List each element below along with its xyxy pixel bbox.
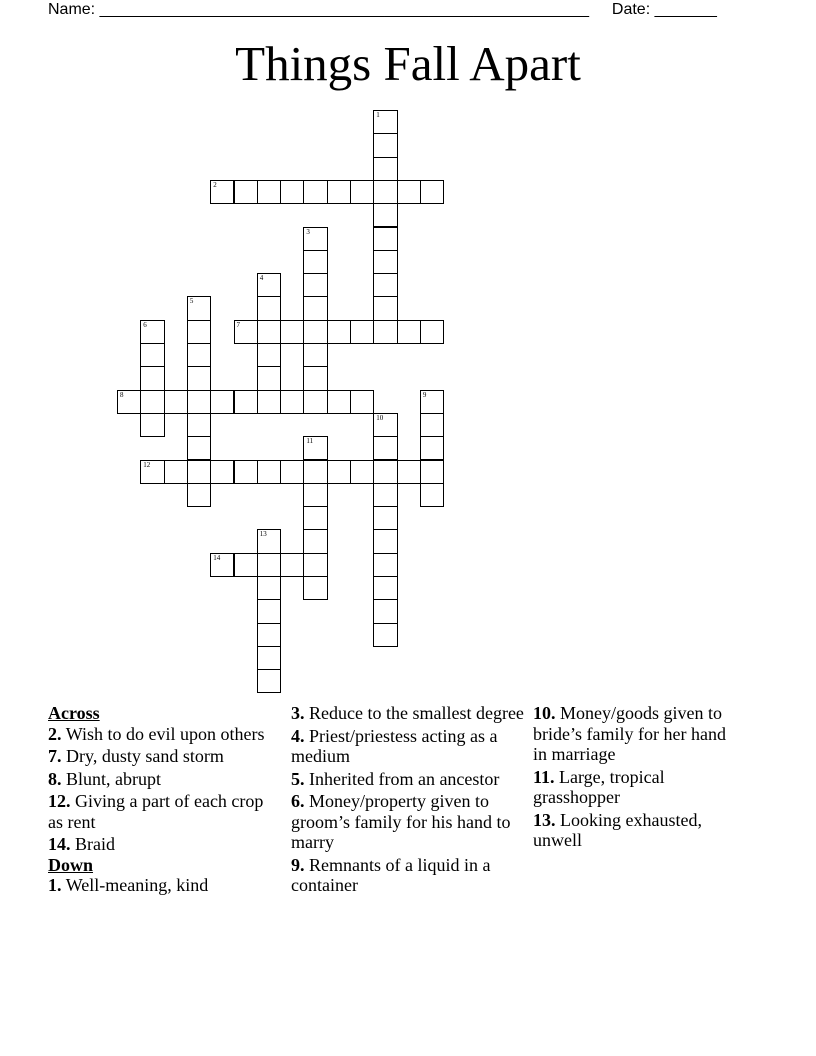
- cell-number: 7: [236, 320, 240, 329]
- crossword-cell[interactable]: [373, 157, 397, 181]
- crossword-cell[interactable]: [257, 599, 281, 623]
- crossword-cell[interactable]: [257, 366, 281, 390]
- name-label: Name:: [48, 1, 96, 18]
- crossword-cell[interactable]: [303, 366, 327, 390]
- crossword-cell[interactable]: [303, 529, 327, 553]
- clue-number: 5.: [291, 768, 305, 789]
- crossword-cell[interactable]: [303, 180, 327, 204]
- clue-text: Looking exhausted, unwell: [533, 809, 702, 850]
- crossword-cell[interactable]: [187, 343, 211, 367]
- crossword-cell[interactable]: [303, 296, 327, 320]
- clue-number: 4.: [291, 725, 305, 746]
- cell-number: 13: [259, 530, 267, 539]
- crossword-cell[interactable]: [420, 413, 444, 437]
- crossword-cell[interactable]: [187, 366, 211, 390]
- crossword-cell[interactable]: [327, 180, 351, 204]
- crossword-cell[interactable]: [373, 483, 397, 507]
- cell-number: 12: [143, 460, 151, 469]
- crossword-cell[interactable]: [257, 296, 281, 320]
- clue-text: Money/goods given to bride’s family for her hand in marriage: [533, 703, 726, 764]
- crossword-cell[interactable]: [350, 460, 374, 484]
- crossword-cell[interactable]: [373, 110, 397, 134]
- clue-down-9: [291, 855, 527, 896]
- crossword-cell[interactable]: [373, 320, 397, 344]
- clue-number: 8.: [48, 768, 62, 789]
- crossword-cell[interactable]: [257, 576, 281, 600]
- crossword-cell[interactable]: [210, 180, 234, 204]
- crossword-cell[interactable]: [234, 553, 258, 577]
- clue-down-1: [48, 875, 280, 896]
- crossword-cell[interactable]: [187, 320, 211, 344]
- date-label: Date:: [611, 1, 651, 18]
- clue-text: Inherited from an ancestor: [309, 768, 500, 789]
- crossword-cell[interactable]: [373, 529, 397, 553]
- clue-number: 9.: [291, 854, 305, 875]
- crossword-cell[interactable]: [303, 436, 327, 460]
- clue-number: 1.: [48, 875, 62, 895]
- crossword-cell[interactable]: [350, 390, 374, 414]
- clue-number: 2.: [48, 723, 62, 744]
- crossword-cell[interactable]: [373, 227, 397, 251]
- clue-down-6: [291, 791, 527, 853]
- crossword-cell[interactable]: [140, 390, 164, 414]
- crossword-cell[interactable]: [373, 273, 397, 297]
- crossword-cell[interactable]: [210, 553, 234, 577]
- crossword-cell[interactable]: [327, 460, 351, 484]
- crossword-cell[interactable]: [303, 343, 327, 367]
- crossword-cell[interactable]: [373, 576, 397, 600]
- clue-number: 6.: [291, 791, 305, 811]
- clue-down-11: [533, 767, 743, 808]
- crossword-cell[interactable]: [373, 436, 397, 460]
- clue-down-5: [291, 769, 527, 790]
- crossword-cell[interactable]: [373, 599, 397, 623]
- clue-text: Money/property given to groom’s family for his hand to marry: [291, 791, 511, 852]
- cell-number: 6: [143, 320, 147, 329]
- crossword-cell[interactable]: [140, 413, 164, 437]
- across-heading: Across: [48, 703, 100, 723]
- crossword-cell[interactable]: [140, 343, 164, 367]
- crossword-cell[interactable]: [280, 460, 304, 484]
- crossword-cell[interactable]: [164, 460, 188, 484]
- clue-text: Well-meaning, kind: [65, 875, 209, 895]
- crossword-cell[interactable]: [234, 460, 258, 484]
- clue-number: 7.: [48, 746, 62, 766]
- clue-across-12: [48, 791, 280, 832]
- crossword-cell[interactable]: [187, 483, 211, 507]
- clue-column-1: [48, 703, 280, 898]
- cell-number: 8: [120, 390, 124, 399]
- crossword-cell[interactable]: [140, 366, 164, 390]
- crossword-cell[interactable]: [187, 460, 211, 484]
- clue-across-7: [48, 746, 280, 767]
- crossword-cell[interactable]: [373, 460, 397, 484]
- crossword-cell[interactable]: [420, 180, 444, 204]
- crossword-cell[interactable]: [117, 390, 141, 414]
- cell-number: 3: [306, 227, 310, 236]
- crossword-cell[interactable]: [420, 460, 444, 484]
- clue-text: Blunt, abrupt: [66, 768, 161, 789]
- crossword-cell[interactable]: [164, 390, 188, 414]
- cell-number: 9: [422, 390, 427, 399]
- crossword-cell[interactable]: [257, 390, 281, 414]
- cell-number: 2: [213, 180, 217, 189]
- crossword-cell[interactable]: [373, 506, 397, 530]
- crossword-cell[interactable]: [373, 623, 397, 647]
- crossword-cell[interactable]: [280, 390, 304, 414]
- crossword-cell[interactable]: [397, 320, 421, 344]
- crossword-cell[interactable]: [397, 460, 421, 484]
- crossword-cell[interactable]: [257, 180, 281, 204]
- clue-down-10: [533, 703, 743, 765]
- crossword-cell[interactable]: [303, 460, 327, 484]
- crossword-cell[interactable]: [257, 529, 281, 553]
- clue-text: Priest/priestess acting as a medium: [291, 725, 498, 766]
- clue-across-2: [48, 724, 280, 745]
- clue-text: Dry, dusty sand storm: [66, 746, 224, 766]
- clue-text: Wish to do evil upon others: [65, 723, 265, 744]
- crossword-cell[interactable]: [373, 133, 397, 157]
- crossword-cell[interactable]: [257, 273, 281, 297]
- crossword-cell[interactable]: [303, 576, 327, 600]
- clue-column-2: [291, 703, 527, 898]
- clue-number: 3.: [291, 703, 305, 723]
- crossword-cell[interactable]: [350, 320, 374, 344]
- crossword-cell[interactable]: [257, 343, 281, 367]
- crossword-cell[interactable]: [257, 320, 281, 344]
- crossword-cell[interactable]: [327, 390, 351, 414]
- crossword-cell[interactable]: [257, 553, 281, 577]
- crossword-cell[interactable]: [280, 180, 304, 204]
- crossword-cell[interactable]: [420, 320, 444, 344]
- crossword-cell[interactable]: [234, 390, 258, 414]
- cell-number: 5: [189, 297, 194, 306]
- crossword-cell[interactable]: [140, 320, 164, 344]
- cell-number: 1: [376, 111, 380, 119]
- date-blank[interactable]: _______: [654, 1, 717, 18]
- cell-number: 11: [306, 437, 314, 446]
- clue-number: 14.: [48, 834, 71, 854]
- crossword-cell[interactable]: [373, 180, 397, 204]
- clue-text: Reduce to the smallest degree: [309, 703, 524, 723]
- crossword-cell[interactable]: [420, 436, 444, 460]
- crossword-cell[interactable]: [303, 273, 327, 297]
- crossword-cell[interactable]: [187, 390, 211, 414]
- clue-down-13: [533, 810, 743, 851]
- crossword-cell[interactable]: [187, 296, 211, 320]
- crossword-cell[interactable]: [303, 227, 327, 251]
- crossword-cell[interactable]: [257, 623, 281, 647]
- crossword-cell[interactable]: [373, 203, 397, 227]
- down-heading: Down: [48, 854, 94, 875]
- crossword-cell[interactable]: [140, 460, 164, 484]
- crossword-cell[interactable]: [303, 506, 327, 530]
- clue-down-4: [291, 726, 527, 767]
- header-line: [48, 0, 717, 20]
- clue-number: 11.: [533, 766, 555, 787]
- page-title: Things Fall Apart: [235, 36, 581, 91]
- crossword-cell[interactable]: [397, 180, 421, 204]
- cell-number: 14: [213, 553, 221, 562]
- clue-number: 13.: [533, 809, 556, 830]
- crossword-cell[interactable]: [234, 320, 258, 344]
- crossword-cell[interactable]: [303, 483, 327, 507]
- clue-number: 10.: [533, 703, 556, 723]
- clue-text: Remnants of a liquid in a container: [291, 854, 491, 895]
- crossword-cell[interactable]: [373, 553, 397, 577]
- crossword-cell[interactable]: [257, 669, 281, 693]
- clue-across-14: [48, 834, 280, 855]
- crossword-cell[interactable]: [373, 296, 397, 320]
- crossword-cell[interactable]: [257, 646, 281, 670]
- crossword-cell[interactable]: [187, 413, 211, 437]
- crossword-cell[interactable]: [280, 320, 304, 344]
- clue-across-8: [48, 769, 280, 790]
- crossword-cell[interactable]: [303, 250, 327, 274]
- cell-number: 4: [259, 274, 264, 283]
- clue-column-3: [533, 703, 743, 853]
- crossword-cell[interactable]: [257, 460, 281, 484]
- crossword-cell[interactable]: [187, 436, 211, 460]
- crossword-cell[interactable]: [280, 553, 304, 577]
- name-blank[interactable]: _______________________________________________________: [99, 1, 589, 18]
- crossword-cell[interactable]: [303, 553, 327, 577]
- crossword-cell[interactable]: [210, 460, 234, 484]
- clue-text: Braid: [75, 834, 115, 854]
- crossword-cell[interactable]: [373, 413, 397, 437]
- crossword-cell[interactable]: [303, 320, 327, 344]
- crossword-cell[interactable]: [373, 250, 397, 274]
- crossword-cell[interactable]: [327, 320, 351, 344]
- crossword-cell[interactable]: [234, 180, 258, 204]
- crossword-cell[interactable]: [350, 180, 374, 204]
- crossword-cell[interactable]: [420, 483, 444, 507]
- clue-text: Giving a part of each crop as rent: [48, 791, 264, 832]
- crossword-cell[interactable]: [210, 390, 234, 414]
- cell-number: 10: [376, 413, 384, 422]
- clue-number: 12.: [48, 791, 71, 811]
- crossword-cell[interactable]: [420, 390, 444, 414]
- clue-down-3: [291, 703, 527, 724]
- crossword-cell[interactable]: [303, 390, 327, 414]
- clue-text: Large, tropical grasshopper: [533, 766, 665, 807]
